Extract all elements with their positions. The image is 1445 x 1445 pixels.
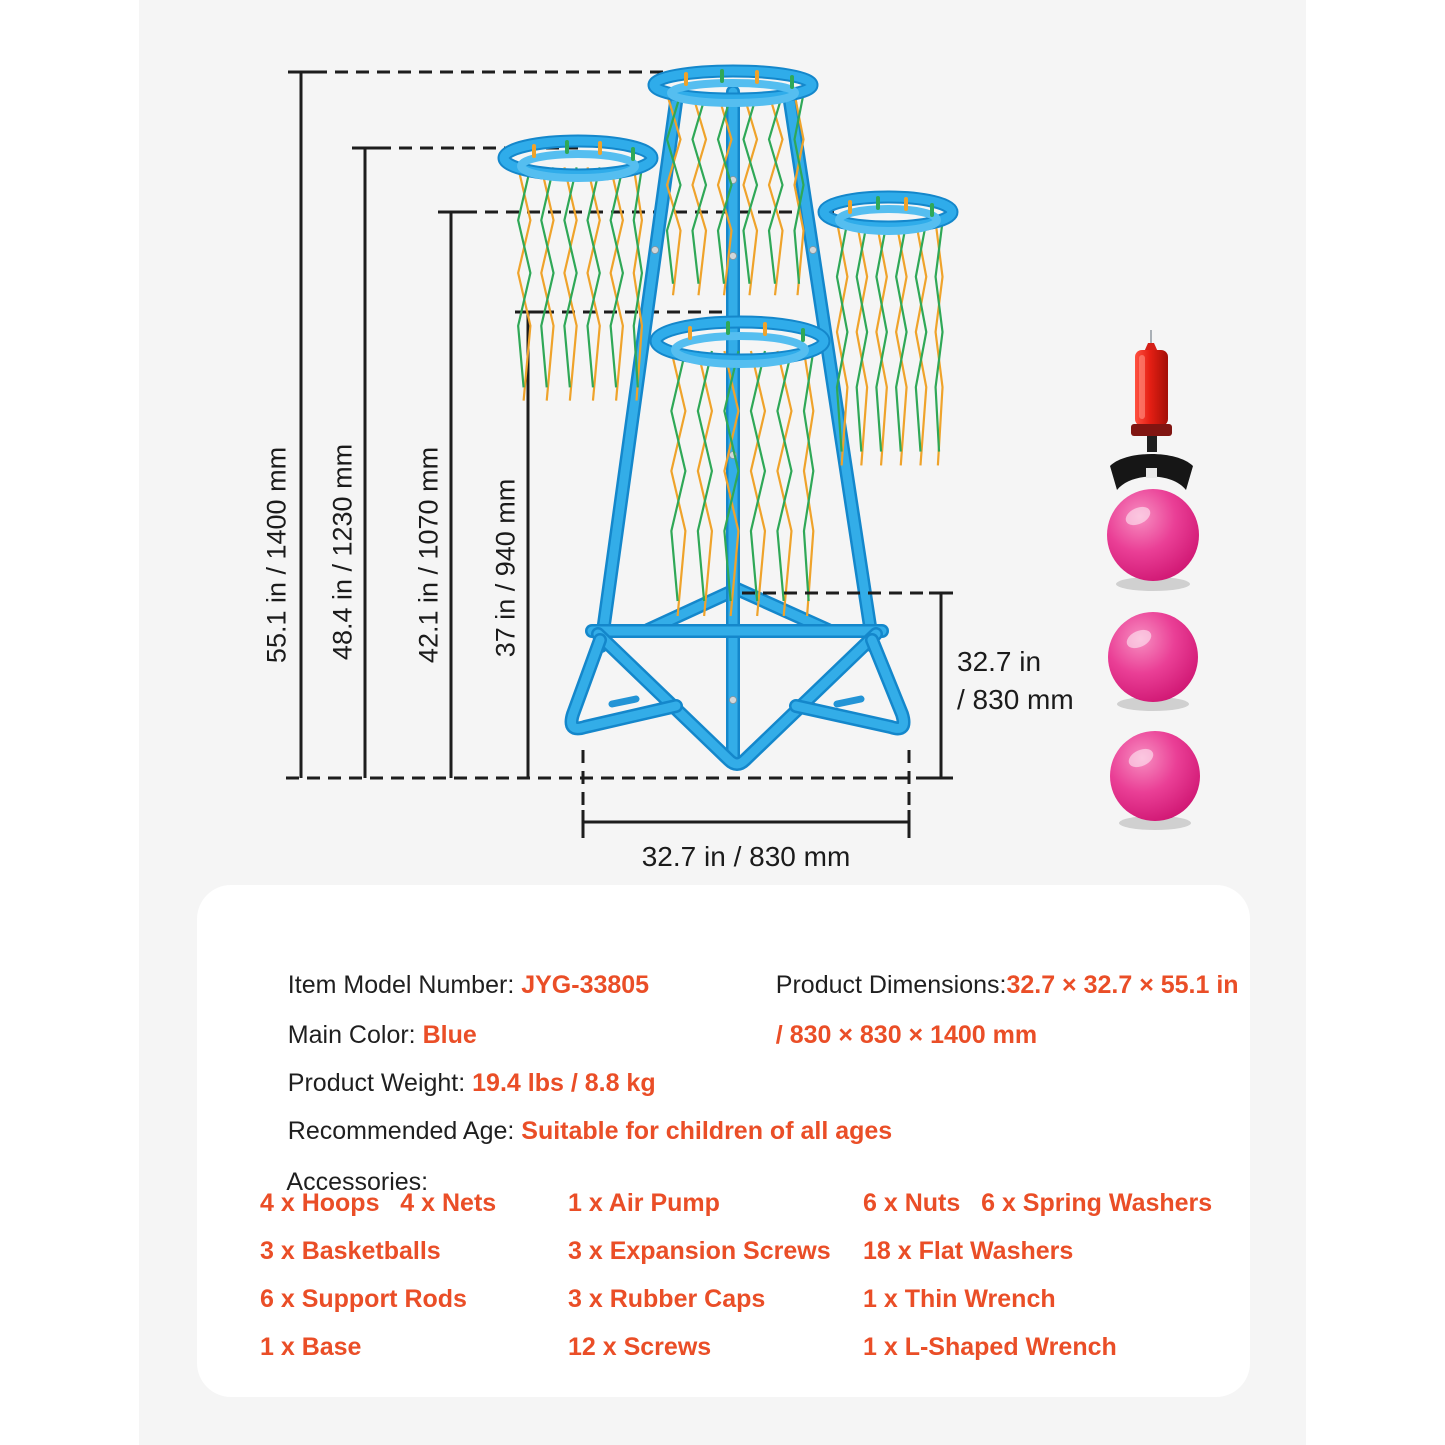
- accessory-l-shaped-wrench: 1 x L-Shaped Wrench: [863, 1333, 1117, 1361]
- spec-panel: [197, 885, 1250, 1397]
- basketball-2: [1108, 612, 1198, 702]
- accessory-hoops-nets: 4 x Hoops 4 x Nets: [260, 1189, 497, 1217]
- net-right: [837, 222, 943, 466]
- spec-age-label: Recommended Age:: [287, 1117, 522, 1145]
- accessory-rubber-caps: 3 x Rubber Caps: [568, 1285, 766, 1313]
- air-pump-icon: [1110, 330, 1193, 490]
- stand-frame: [601, 92, 873, 758]
- accessory-nuts-spring-washers: 6 x Nuts 6 x Spring Washers: [863, 1189, 1213, 1217]
- height-label-1070: 42.1 in / 1070 mm: [413, 446, 444, 664]
- net-bottom: [671, 351, 813, 616]
- spec-weight-label: Product Weight:: [287, 1069, 473, 1097]
- spec-dimensions-value1: 32.7 × 32.7 × 55.1 in: [1006, 971, 1239, 999]
- spec-item-model-label: Item Model Number:: [287, 971, 522, 999]
- accessory-support-rods: 6 x Support Rods: [260, 1285, 467, 1313]
- basketballs: [1107, 489, 1200, 830]
- basketball-1: [1107, 489, 1199, 581]
- basketball-3: [1110, 731, 1200, 821]
- accessory-screws: 12 x Screws: [568, 1333, 712, 1361]
- hoop-left: [504, 141, 652, 401]
- accessory-thin-wrench: 1 x Thin Wrench: [863, 1285, 1056, 1313]
- spec-main-color-value: Blue: [422, 1021, 477, 1049]
- height-label-1230: 48.4 in / 1230 mm: [327, 443, 358, 661]
- spec-dimensions-value2: / 830 × 830 × 1400 mm: [775, 1021, 1038, 1049]
- height-label-1400: 55.1 in / 1400 mm: [261, 446, 292, 664]
- accessory-expansion-screws: 3 x Expansion Screws: [568, 1237, 831, 1265]
- spec-dimensions-label: Product Dimensions:: [775, 971, 1007, 999]
- accessory-flat-washers: 18 x Flat Washers: [863, 1237, 1074, 1265]
- accessory-air-pump: 1 x Air Pump: [568, 1189, 720, 1217]
- accessory-basketballs: 3 x Basketballs: [260, 1237, 441, 1265]
- spec-main-color-label: Main Color:: [287, 1021, 423, 1049]
- depth-label-line1: 32.7 in: [957, 646, 1042, 677]
- spec-age-value: Suitable for children of all ages: [521, 1117, 893, 1145]
- net-left: [518, 167, 642, 400]
- accessory-base: 1 x Base: [260, 1333, 362, 1361]
- accessories-title-label: Accessories:: [286, 1168, 429, 1196]
- height-label-940: 37 in / 940 mm: [490, 478, 521, 658]
- spec-dimensions-line2: [748, 992, 1037, 1079]
- depth-label-line2: / 830 mm: [957, 684, 1074, 715]
- spec-weight-value: 19.4 lbs / 8.8 kg: [472, 1069, 656, 1097]
- spec-item-model-value: JYG-33805: [521, 971, 650, 999]
- width-label: 32.7 in / 830 mm: [641, 841, 851, 872]
- width-dimension: [583, 750, 909, 872]
